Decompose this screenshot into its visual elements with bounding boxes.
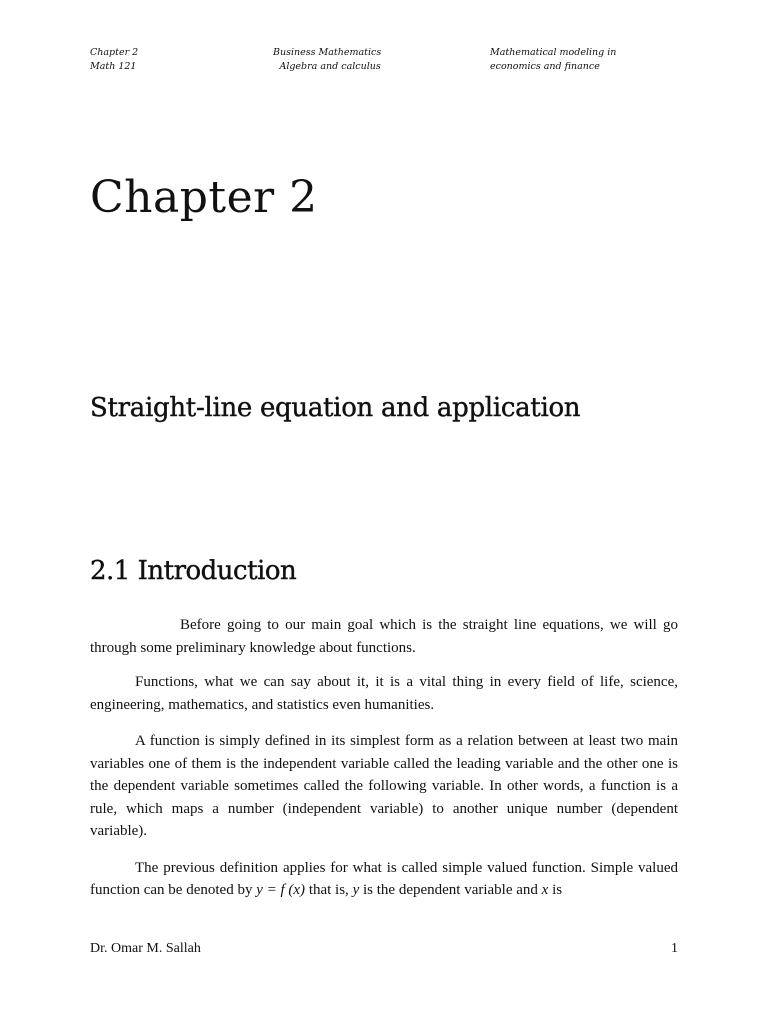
- header-chapter: Chapter 2: [90, 47, 139, 58]
- header-subject: Business Mathematics: [273, 47, 382, 58]
- paragraph-text: is: [548, 882, 563, 898]
- body-text: [90, 614, 678, 916]
- paragraph-text: is the dependent variable and: [359, 882, 542, 898]
- page-number: 1: [671, 941, 678, 956]
- paragraph-text: The previous definition applies for what is called simple valued function. Simple valued function can be denoted by: [90, 859, 678, 898]
- paragraph: Functions, what we can say about it, it is a vital thing in every field of life, science, engineering, mathematics, and statistics even humanities.: [90, 674, 678, 713]
- page-header: [90, 46, 676, 86]
- header-description: Mathematical modeling in economics and finance: [490, 47, 617, 72]
- header-course: Math 121: [90, 61, 137, 72]
- paragraph-definition: [90, 857, 678, 902]
- equation: y = f (x): [256, 882, 306, 898]
- header-middle: [273, 46, 381, 74]
- footer-author: Dr. Omar M. Sallah: [90, 941, 201, 956]
- paragraph: A function is simply defined in its simplest form as a relation between at least two main variables one of them is the independent variable called the leading variable and the other one is the dependent variable sometimes called the following variable. In other words, a function is a rule, which maps a number (independent variable) to another unique number (dependent variable).: [90, 733, 678, 839]
- header-left: [90, 46, 138, 74]
- section-title: Straight-line equation and application: [90, 393, 581, 423]
- header-topic: Algebra and calculus: [279, 61, 381, 72]
- variable-y: y: [352, 882, 360, 898]
- header-right: [490, 46, 670, 74]
- paragraph-text: that is,: [305, 882, 353, 898]
- chapter-title: Chapter 2: [90, 172, 318, 223]
- variable-x: x: [541, 882, 549, 898]
- paragraph: Before going to our main goal which is the straight line equations, we will go through some preliminary knowledge about functions.: [90, 617, 678, 656]
- intro-heading: 2.1 Introduction: [90, 556, 297, 586]
